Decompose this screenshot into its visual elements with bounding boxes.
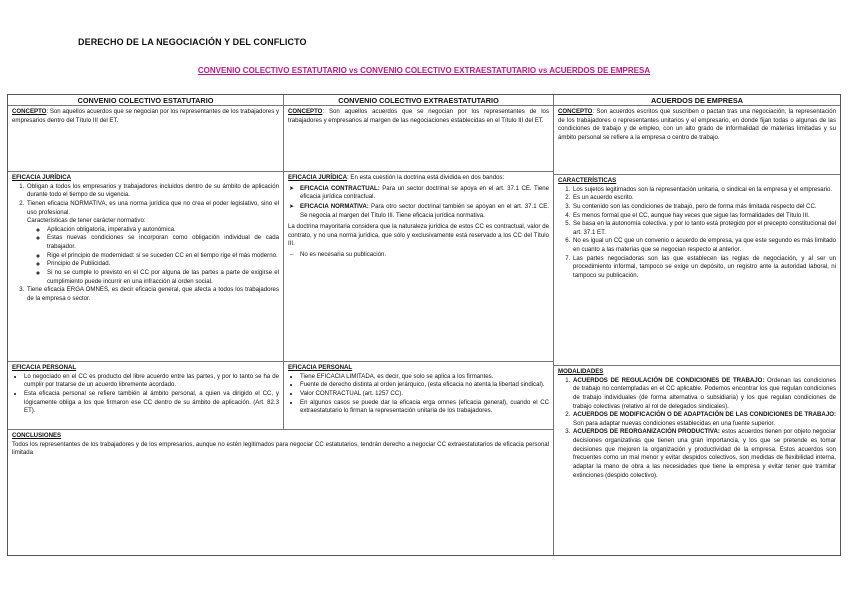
doctrine-item [300,203,549,220]
document-subtitle: CONVENIO COLECTIVO ESTATUTARIO vs CONVENIO COLECTIVO EXTRAESTATUTARIO vs ACUERDOS DE EMPRESA [197,66,651,75]
doctrine-item-head: EFICACIA CONTRACTUAL: [300,184,380,192]
concepto-estatutario-cell [8,106,284,172]
doctrine-item [300,185,549,202]
list-item-text: Tienen eficacia NORMATIVA, es una norma jurídica que no crea el poder legislativo, sino el uso profesional. [27,199,279,216]
modalidad-head: ACUERDOS DE MODIFICACIÓN O DE ADAPTACIÓN DE LAS CONDICIONES DE TRABAJO: [573,411,836,419]
sublist-item: ◦ Principio de Publicidad. [47,260,279,269]
column-header-acuerdos-empresa: ACUERDOS DE EMPRESA [554,95,840,106]
publication-note: – No es necesaria su publicación. [300,251,549,260]
list-item: • En algunos casos se puede dar la eficacia erga omnes (eficacia general), cuando el CC extraestatutario lo firman la representación unitaria de los trabajadores. [300,399,549,416]
concepto-extraestatutario-cell [284,106,554,172]
list-item [572,377,836,412]
list-item: 4. Es menos formal que el CC, aunque hay veces que sigue las formalidades del Título III. [572,212,836,221]
list-item: • Lo negociado en el CC es producto del libre acuerdo entre las partes, y por lo tanto se ha de cumplir por tratarse de un acuerdo libremente acordado. [24,373,279,390]
list-item: 7. Las partes negociadoras son las que establecen las reglas de negociación, y al ser un procedimiento informal, tampoco se exige un depósito, un registro ante la autoridad laboral, ni tampoco su publicación. [572,255,836,281]
modalidad-text: estos acuerdos tienen por objeto negociar decisiones organizativas que tienen una gran importancia, y los que se pretende es tomar decisiones que mejoren la organización y productividad de la empresa. Estos acuerdos son frecuentes como un mal menor y evitar despidos colectivos, son medidas de flexibilidad interna, adaptar la mano de obra a las necesidades que tiene la empresa y evitar tener que tramitar extinciones (despido colectivo). [573,428,836,479]
modalidad-head: ACUERDOS DE REORGANIZACIÓN PRODUCTIVA: [573,428,720,436]
conclusiones-label: CONCLUSIONES [12,432,62,439]
doctrine-list [288,185,549,221]
eficacia-personal-label: EFICACIA PERSONAL [12,364,77,371]
concepto-text: : Son aquellos acuerdos que se negocian por los representantes de los trabajadores y empresarios dentro del Título III del ET. [12,108,279,124]
list-item: • Tiene EFICACIA LIMITADA, es decir, que solo se aplica a los firmantes. [300,373,549,382]
comparison-table [7,94,841,556]
modalidad-head: ACUERDOS DE REGULACIÓN DE CONDICIONES DE TRABAJO: [573,376,765,384]
conclusiones-text: Todos los representantes de los trabajadores y de los empresarios, aunque no estén legitimados para negociar CC estatutarios, tendrán derecho a negociar CC extraestatutarios de eficacia personal limitada [12,440,549,457]
caracteristicas-list [558,186,836,281]
list-item: 5. Se basa en la autonomía colectiva, y por lo tanto está protegido por el precepto constitucional del art. 37.1 ET. [572,220,836,237]
eficacia-personal-label: EFICACIA PERSONAL [288,364,353,371]
document-title: DERECHO DE LA NEGOCIACIÓN Y DEL CONFLICTO [78,37,307,47]
eficacia-personal-extraestatutario-cell [284,362,554,430]
modalidades-list [558,377,836,481]
list-item: • Valor CONTRACTUAL (art. 1257 CC). [300,390,549,399]
sublist-item: ◦ Estas nuevas condiciones se incorporan como obligación individual de cada trabajador. [47,234,279,251]
characteristics-intro: Características de tener carácter normativo: [27,217,146,225]
eficacia-personal-estatutario-cell [8,362,284,430]
column-header-estatutario: CONVENIO COLECTIVO ESTATUTARIO [8,95,284,106]
eficacia-personal-list [12,373,279,416]
modalidades-acuerdos-cell [554,366,840,555]
caracteristicas-label: CARACTERÍSTICAS [558,177,617,184]
list-item: 6. No es igual un CC que un convenio o acuerdo de empresa, ya que este segundo es más limitado en cuanto a las materias que se negocian respecto al anterior. [572,237,836,254]
eficacia-juridica-extraestatutario-cell [284,172,554,362]
doctrine-item-text: Para un sector doctrinal se apoya en el art. 37.1 CE. Tiene eficacia jurídica contractual. [300,184,549,201]
list-item [26,200,279,286]
eficacia-personal-list [288,373,549,416]
list-item: 1. Los sujetos legitimados son la representación unitaria, o sindical en la empresa y el empresario. [572,186,836,195]
list-item: • Fuente de derecho distinta al orden jerárquico, (esta eficacia no atenta la libertad sindical). [300,381,549,390]
doctrine-item-head: EFICACIA NORMATIVA: [300,202,369,210]
list-item: • Esta eficacia personal se refiere también al ámbito personal, a quien va dirigido el CC, y lógicamente obliga a los que firmaron ese CC dentro de su ámbito de aplicación. (Art. 82.3 ET). [24,390,279,416]
doctrine-item-text: Para otro sector doctrinal también se apoyan en el art. 37.1 CE. Se negocia al margen del Título III. Tiene eficacia jurídica normativa. [300,202,549,219]
column-header-extraestatutario: CONVENIO COLECTIVO EXTRAESTATUTARIO [284,95,554,106]
doctrine-paragraph: La doctrina mayoritaria considera que la naturaleza jurídica de estos CC es contractual, valor de contrato, y no una norma jurídica, que sólo y exclusivamente está reservado a los CC del Título III. [288,223,549,248]
publication-note-list [288,251,549,260]
characteristics-sublist [27,226,279,286]
eficacia-juridica-list [12,183,279,304]
sublist-item: ◦ Rige el principio de modernidad: si se suceden CC en el tiempo rige el más moderno. [47,252,279,261]
modalidad-text: Son para adaptar nuevas condiciones establecidas en una fuente superior. [573,419,775,427]
concepto-label: CONCEPTO [12,108,47,115]
modalidad-text: Ordenan las condiciones de trabajo no contempladas en el CC aplicable. Podemos encontrar los que regulan condiciones de trabajo individuales (de forma alternativa o subsidiaria) y los que regulan condiciones de trabajo colectivas (relativo al rol de delegados sindicales). [573,376,836,410]
caracteristicas-acuerdos-cell [554,175,840,366]
eficacia-juridica-intro: : En esta cuestión la doctrina está dividida en dos bandos: [347,174,505,181]
concepto-label: CONCEPTO [288,108,323,115]
eficacia-juridica-label: EFICACIA JURÍDICA [288,174,348,181]
eficacia-juridica-estatutario-cell [8,172,284,362]
modalidades-label: MODALIDADES [558,368,604,375]
list-item: 2. Es un acuerdo escrito. [572,194,836,203]
conclusiones-cell [8,430,554,555]
list-item [572,411,836,428]
list-item [572,428,836,480]
list-item: 3. Tiene eficacia ERGA OMNES, es decir eficacia general, que afecta a todos los trabajadores de la empresa o sector. [26,286,279,303]
sublist-item: ◦ Aplicación obligatoria, imperativa y autonómica. [47,226,279,235]
list-item: 1. Obligan a todos los empresarios y trabajadores incluidos dentro de su ámbito de aplicación durante todo el tiempo de su vigencia. [26,183,279,200]
sublist-item: ◦ Si no se cumple lo previsto en el CC por alguna de las partes a parte de exigirse el cumplimiento puede incurrir en una infracción al orden social. [47,269,279,286]
eficacia-juridica-label: EFICACIA JURÍDICA [12,174,72,181]
concepto-label: CONCEPTO [558,108,593,115]
concepto-text: : Son aquellos acuerdos que se negocian por los representantes de los trabajadores y empresarios al margen de las negociaciones establecidas en el Título III del ET. [288,108,549,124]
concepto-acuerdos-cell [554,106,840,175]
concepto-text: : Son acuerdos escritos que suscriben o pactan tras una negociación, la representación de los trabajadores o representantes unitarios y el empresario, en donde fijan todas o algunas de las condiciones de trabajo y de empleo, con un alto grado de informalidad de materias limitadas y su ámbito personal se refiere a la empresa o centro de trabajo. [558,108,836,141]
list-item: 3. Su contenido son las condiciones de trabajo, pero de forma más limitada respecto del CC. [572,203,836,212]
